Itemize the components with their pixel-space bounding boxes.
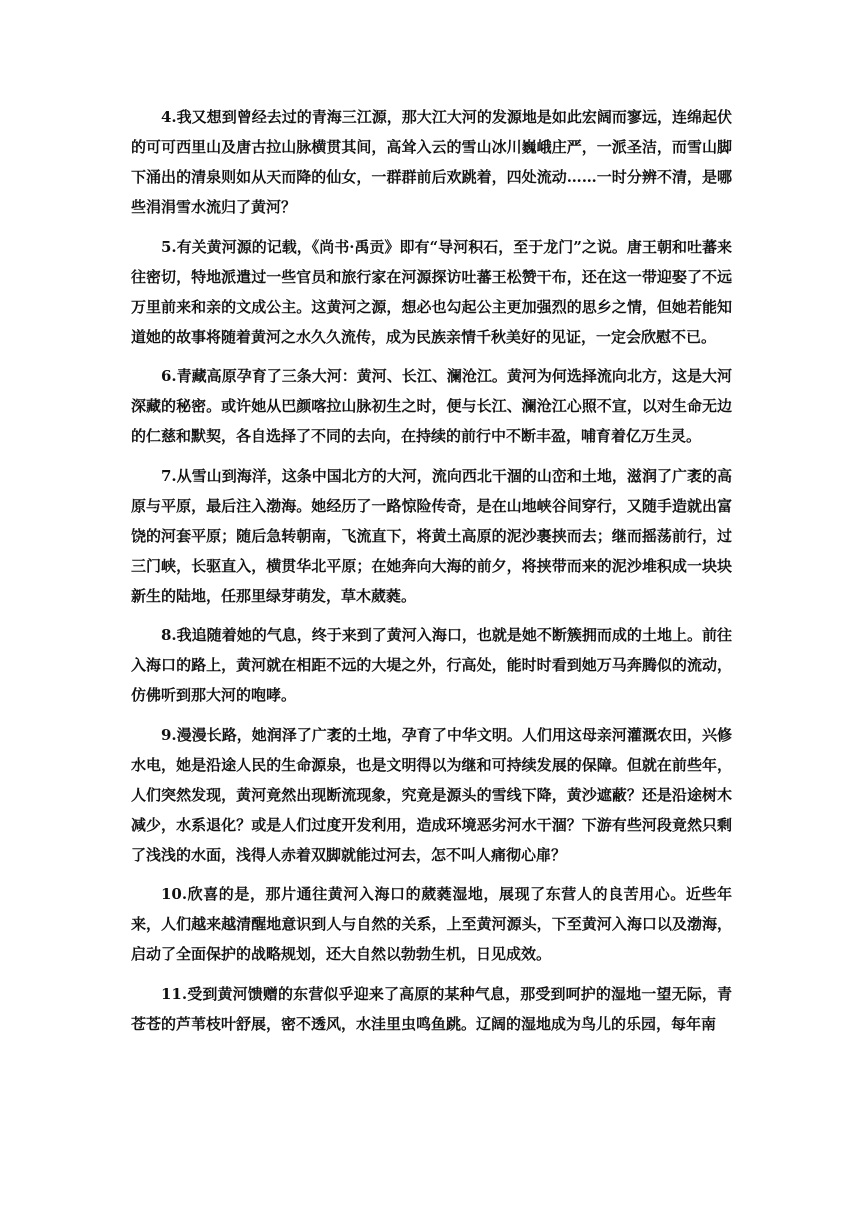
document-body [131,102,732,1048]
paragraph-5: 5.有关黄河源的记载，《尚书·禹贡》即有“导河积石，至于龙门”之说。唐王朝和吐蕃来往密切，特地派遣过一些官员和旅行家在河源探访吐蕃王松赞干布，还在这一带迎娶了不远万里前来和亲的文成公主。这黄河之源，想必也勾起公主更加强烈的思乡之情，但她若能知道她的故事将随着黄河之水久久流传，成为民族亲情千秋美好的见证，一定会欣慰不已。 [131,237,732,346]
paragraph-11: 11.受到黄河馈赠的东营似乎迎来了高原的某种气息，那受到呵护的湿地一望无际，青苍苍的芦苇枝叶舒展，密不透风，水洼里虫鸣鱼跳。辽阔的湿地成为鸟儿的乐园，每年南 [131,984,732,1033]
paragraph-6: 6.青藏高原孕育了三条大河：黄河、长江、澜沧江。黄河为何选择流向北方，这是大河深藏的秘密。或许她从巴颜喀拉山脉初生之时，便与长江、澜沧江心照不宣，以对生命无边的仁慈和默契，各自选择了不同的去向，在持续的前行中不断丰盈，哺育着亿万生灵。 [131,367,732,445]
paragraph-8: 8.我追随着她的气息，终于来到了黄河入海口，也就是她不断簇拥而成的土地上。前往入海口的路上，黄河就在相距不远的大堤之外，行高处，能时时看到她万马奔腾似的流动，仿佛听到那大河的咆哮。 [131,626,732,704]
paragraph-10: 10.欣喜的是，那片通往黄河入海口的葳蕤湿地，展现了东营人的良苦用心。近些年来，人们越来越清醒地意识到人与自然的关系，上至黄河源头，下至黄河入海口以及渤海，启动了全面保护的战略规划，还大自然以勃勃生机，日见成效。 [131,885,732,963]
paragraph-4: 4.我又想到曾经去过的青海三江源，那大江大河的发源地是如此宏阔而寥远，连绵起伏的可可西里山及唐古拉山脉横贯其间，高耸入云的雪山冰川巍峨庄严，一派圣洁，而雪山脚下涌出的清泉则如从天而降的仙女，一群群前后欢跳着，四处流动……一时分辨不清，是哪些涓涓雪水流归了黄河？ [131,108,732,216]
paragraph-9: 9.漫漫长路，她润泽了广袤的土地，孕育了中华文明。人们用这母亲河灌溉农田，兴修水电，她是沿途人民的生命源泉，也是文明得以为继和可持续发展的保障。但就在前些年，人们突然发现，黄河竟然出现断流现象，究竟是源头的雪线下降，黄沙遮蔽？还是沿途树木减少，水系退化？或是人们过度开发利用，造成环境恶劣河水干涸？下游有些河段竟然只剩了浅浅的水面，浅得人赤着双脚就能过河去，怎不叫人痛彻心扉？ [131,725,732,864]
paragraph-7: 7.从雪山到海洋，这条中国北方的大河，流向西北干涸的山峦和土地，滋润了广袤的高原与平原，最后注入渤海。她经历了一路惊险传奇，是在山地峡谷间穿行，又随手造就出富饶的河套平原；随后急转朝南，飞流直下，将黄土高原的泥沙裹挟而去；继而摇荡前行，过三门峡，长驱直入，横贯华北平原；在她奔向大海的前夕，将挟带而来的泥沙堆积成一块块新生的陆地，任那里绿芽萌发，草木葳蕤。 [131,466,732,605]
